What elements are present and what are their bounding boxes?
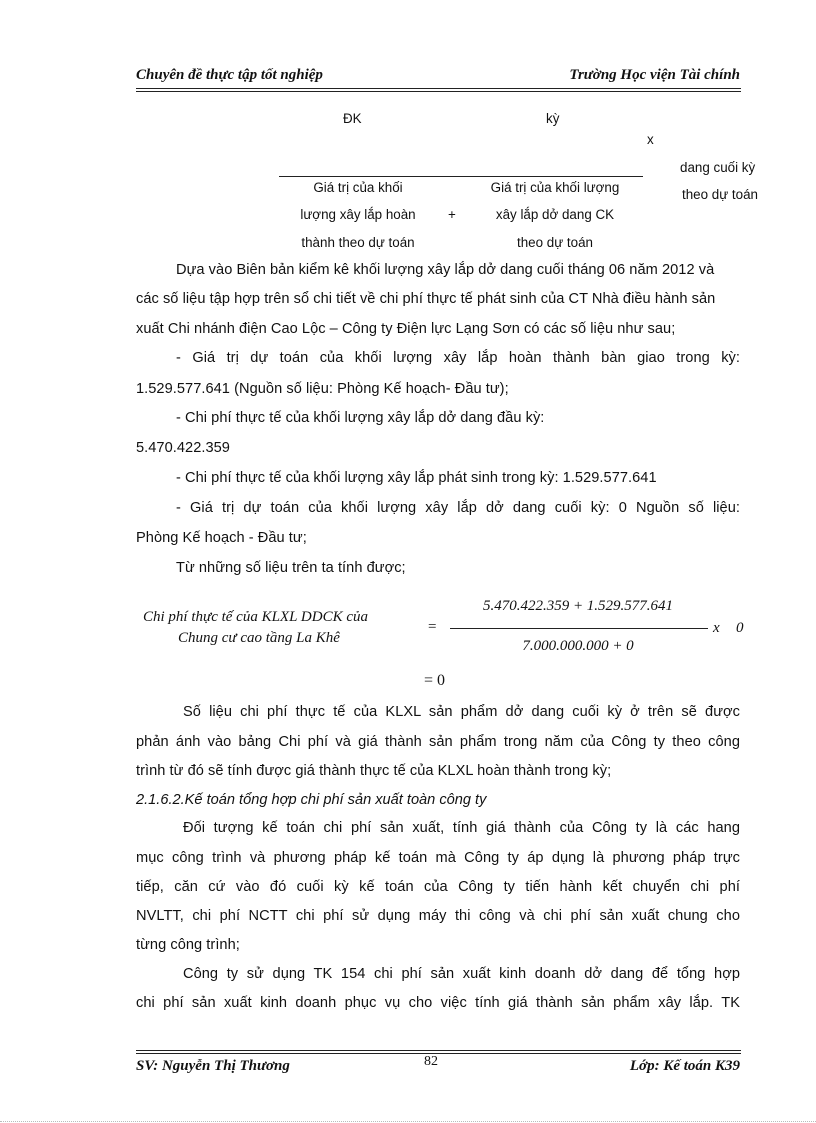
calc-times: x <box>713 620 720 636</box>
footer-rule-top <box>136 1050 741 1051</box>
header-rule-top <box>136 88 741 89</box>
bullet-3: - Chi phí thực tế của khối lượng xây lắp phát sinh trong kỳ: 1.529.577.641 <box>176 470 657 486</box>
calc-lhs-line2: Chung cư cao tầng La Khê <box>178 630 340 646</box>
para2-line3: trình từ đó sẽ tính được giá thành thực tế của KLXL hoàn thành trong kỳ; <box>136 763 612 779</box>
section-heading: 2.1.6.2.Kế toán tổng hợp chi phí sản xuất toàn công ty <box>136 792 487 808</box>
calc-equals: = <box>428 619 437 635</box>
page-edge-dotted-line <box>0 1121 816 1122</box>
calc-denominator: 7.000.000.000 + 0 <box>522 638 634 654</box>
calc-numerator: 5.470.422.359 + 1.529.577.641 <box>482 598 674 614</box>
formula-fraction-bar <box>279 176 643 177</box>
para2-line1: Số liệu chi phí thực tế của KLXL sản phẩm dở dang cuối kỳ ở trên sẽ được <box>183 704 740 720</box>
formula-dk: ĐK <box>343 111 362 126</box>
para2-line2: phản ánh vào bảng Chi phí và giá thành sản phẩm trong năm của Công ty theo công <box>136 734 740 750</box>
denominator-right-line1: Giá trị của khối lượng <box>490 180 620 195</box>
running-header-right: Trường Học viện Tài chính <box>569 67 740 83</box>
calc-lhs-line1: Chi phí thực tế của KLXL DDCK của <box>143 609 368 625</box>
bullet-4-line1: - Giá trị dự toán của khối lượng xây lắp dở dang cuối kỳ: 0 Nguồn số liệu: <box>176 500 740 516</box>
para3-line2: mục công trình và phương pháp kế toán mà Công ty áp dụng là phương pháp trực <box>136 850 740 866</box>
running-header-left: Chuyên đề thực tập tốt nghiệp <box>136 67 323 83</box>
footer-student-name: SV: Nguyễn Thị Thương <box>136 1058 290 1074</box>
footer-rule-bottom <box>136 1053 741 1054</box>
calc-result: = 0 <box>424 672 446 689</box>
para4-line2: chi phí sản xuất kinh doanh phục vụ cho việc tính giá thành sản phẩm xây lắp. TK <box>136 995 740 1011</box>
para1-line1: Dựa vào Biên bản kiểm kê khối lượng xây lắp dở dang cuối tháng 06 năm 2012 và <box>176 262 715 278</box>
para3-line3: tiếp, căn cứ vào đó cuối kỳ kế toán của Công ty tiến hành kết chuyển chi phí <box>136 879 740 895</box>
bullet-1-line1: - Giá trị dự toán của khối lượng xây lắp hoàn thành bàn giao trong kỳ: <box>176 350 740 366</box>
para3-line4: NVLTT, chi phí NCTT chi phí sử dụng máy thi công và chi phí sản xuất chung cho <box>136 908 740 924</box>
bullet-1-line2: 1.529.577.641 (Nguồn số liệu: Phòng Kế hoạch- Đầu tư); <box>136 381 509 397</box>
para1-line3: xuất Chi nhánh điện Cao Lộc – Công ty Điện lực Lạng Sơn có các số liệu như sau; <box>136 321 676 337</box>
formula-right-line1: dang cuối kỳ <box>680 160 756 175</box>
bullet-4-line2: Phòng Kế hoạch - Đầu tư; <box>136 530 307 546</box>
para1-line2: các số liệu tập hợp trên sổ chi tiết về chi phí thực tế phát sinh của CT Nhà điều hành sản <box>136 291 716 307</box>
calc-fraction-bar <box>450 628 708 629</box>
denominator-plus: + <box>448 207 456 222</box>
denominator-right-line3: theo dự toán <box>517 235 593 250</box>
formula-times: x <box>647 132 654 147</box>
calc-factor: 0 <box>736 620 744 636</box>
denominator-left-line1: Giá trị của khối <box>313 180 403 195</box>
bullet-2-line2: 5.470.422.359 <box>136 440 230 456</box>
para3-line5: từng công trình; <box>136 937 240 953</box>
calc-intro: Từ những số liệu trên ta tính được; <box>176 560 406 576</box>
page-number: 82 <box>424 1054 438 1069</box>
footer-class: Lớp: Kế toán K39 <box>629 1058 740 1074</box>
denominator-left-line2: lượng xây lắp hoàn <box>300 207 416 222</box>
denominator-right-line2: xây lắp dở dang CK <box>495 207 615 222</box>
para4-line1: Công ty sử dụng TK 154 chi phí sản xuất kinh doanh dở dang để tổng hợp <box>183 966 740 982</box>
denominator-left-line3: thành theo dự toán <box>301 235 415 250</box>
header-rule-bottom <box>136 91 741 92</box>
para3-line1: Đối tượng kế toán chi phí sản xuất, tính giá thành của Công ty là các hang <box>183 820 740 836</box>
bullet-2-line1: - Chi phí thực tế của khối lượng xây lắp dở dang đầu kỳ: <box>176 410 545 426</box>
formula-right-line2: theo dự toán <box>682 187 758 202</box>
formula-ky: kỳ <box>546 111 560 126</box>
